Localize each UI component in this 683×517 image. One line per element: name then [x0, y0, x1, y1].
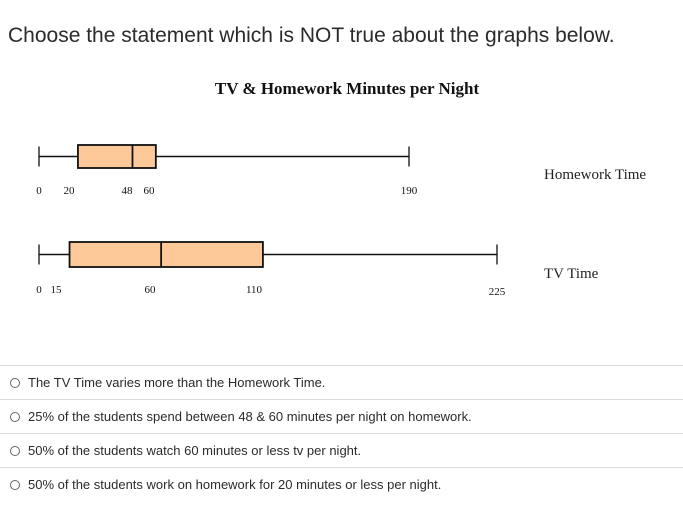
series-2-tick-label: 15 — [50, 284, 62, 296]
answer-option-label: 50% of the students watch 60 minutes or less tv per night. — [28, 443, 362, 458]
series-1-tick-label: 60 — [143, 185, 155, 197]
series-2-tick-label: 110 — [245, 284, 263, 296]
series-2-tick-label: 225 — [488, 286, 506, 298]
answer-option-label: The TV Time varies more than the Homework Time. — [28, 375, 326, 390]
answer-option-label: 25% of the students spend between 48 & 60 minutes per night on homework. — [28, 409, 472, 424]
series-2-name-label: TV Time — [544, 266, 599, 282]
boxplot-chart — [0, 70, 683, 300]
series-1-name-label: Homework Time — [544, 167, 647, 183]
radio-button-icon[interactable] — [10, 412, 20, 422]
series-2-box — [70, 242, 263, 267]
boxplot-figure — [0, 70, 683, 300]
series-1-tick-label: 20 — [63, 185, 75, 197]
answer-option-label: 50% of the students work on homework for 20 minutes or less per night. — [28, 477, 442, 492]
radio-button-icon[interactable] — [10, 446, 20, 456]
series-2-tick-label: 0 — [36, 284, 42, 296]
answer-options — [0, 365, 683, 501]
series-1-box — [78, 145, 156, 168]
series-1-tick-label: 48 — [121, 185, 133, 197]
answer-option-3[interactable] — [0, 433, 683, 467]
question-text: Choose the statement which is NOT true about the graphs below. — [8, 24, 615, 47]
answer-option-4[interactable] — [0, 467, 683, 501]
radio-button-icon[interactable] — [10, 378, 20, 388]
radio-button-icon[interactable] — [10, 480, 20, 490]
series-2-tick-label: 60 — [144, 284, 156, 296]
series-1-tick-label: 190 — [400, 185, 418, 197]
series-1-tick-label: 0 — [36, 185, 42, 197]
answer-option-1[interactable] — [0, 365, 683, 399]
chart-title: TV & Homework Minutes per Night — [214, 79, 480, 98]
answer-option-2[interactable] — [0, 399, 683, 433]
